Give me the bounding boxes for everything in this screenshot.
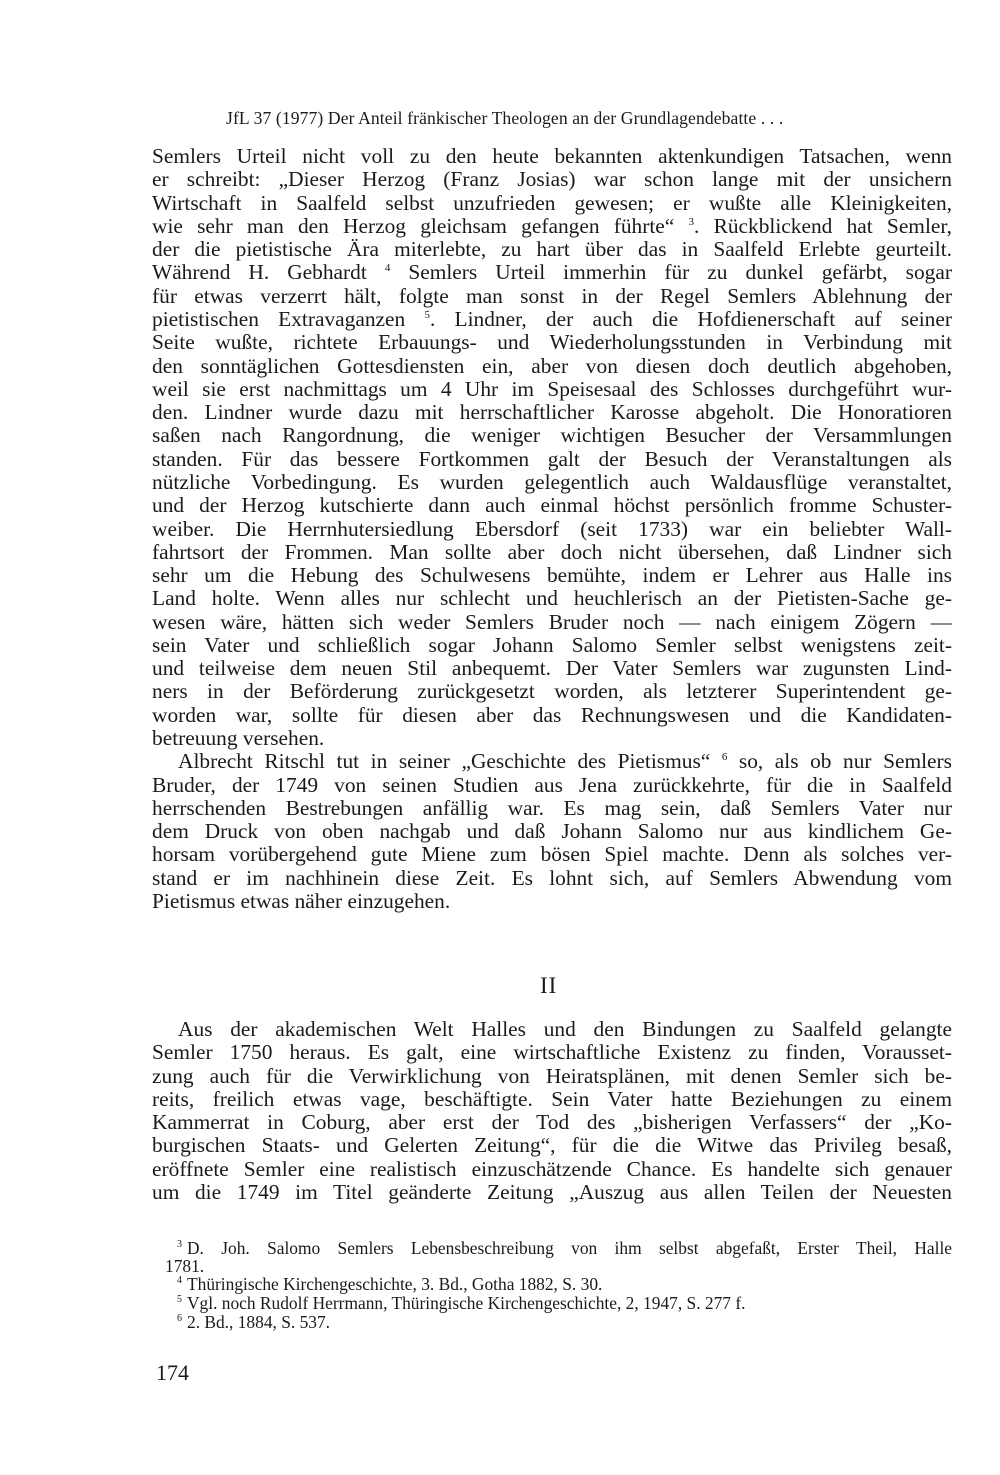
text-line: eröffnete Semler eine realistisch einzuschätzende Chance. Es handelte sich genauer [152,1156,952,1181]
footnote-number: 3 [177,1239,182,1250]
footnote-text: Vgl. noch Rudolf Herrmann, Thüringische Kirchengeschichte, 2, 1947, S. 277 f. [187,1293,746,1313]
text-line: standen. Für das bessere Fortkommen galt der Besuch der Veranstaltungen als [152,446,952,471]
text-line: um die 1749 im Titel geänderte Zeitung „Auszug aus allen Teilen der Neuesten [152,1179,952,1204]
footnote-ref: 5 [424,308,430,321]
text-segment: pietistischen Extravaganzen [152,306,406,331]
text-line: Pietismus etwas näher einzugehen. [152,889,451,913]
text-line: für etwas verzerrt hält, folgte man sonst in der Regel Semlers Ablehnung der [152,283,952,308]
text-line: horsam vorübergehend gute Miene zum bösen Spiel machte. Denn als solches ver- [152,842,952,867]
text-line: reits, freilich etwas vage, beschäftigte. Sein Vater hatte Beziehungen zu einem [152,1086,952,1111]
footnote [165,1311,952,1333]
text-line [152,215,952,238]
text-line: wesen wäre, hätten sich weder Semlers Bruder noch — nach einigem Zögern — [152,609,952,634]
footnote-number: 5 [177,1294,182,1305]
paragraph [152,145,952,750]
text-segment: Albrecht Ritschl tut in seiner „Geschichte des Pietismus“ [178,749,711,774]
text-line: er schreibt: „Dieser Herzog (Franz Josias) war schon lange mit der unsichern [152,167,952,192]
footnote [165,1237,952,1259]
footnote-text: D. Joh. Salomo Semlers Lebensbeschreibung von ihm selbst abgefaßt, Erster Theil, Halle [187,1238,952,1258]
footnote-text: 2. Bd., 1884, S. 537. [187,1312,331,1332]
footnote-number: 6 [177,1313,182,1324]
footnote-text: Thüringische Kirchengeschichte, 3. Bd., Gotha 1882, S. 30. [187,1274,603,1294]
text-segment: . Lindner, der auch die Hofdienerschaft auf seiner [429,306,952,331]
text-line [152,308,952,331]
text-line: Land holte. Wenn alles nur schlecht und heuchlerisch an der Pietisten-Sache ge- [152,586,952,611]
text-line: und der Herzog kutschierte dann auch einmal höchst persönlich fromme Schuster- [152,493,952,518]
main-text-section-2 [152,1018,952,1204]
text-segment: Während H. Gebhardt [152,260,367,285]
text-line: burgischen Staats- und Gelerten Zeitung“, für die die Witwe das Privileg besaß, [152,1133,952,1158]
text-line: Bruder, der 1749 von seinen Studien aus Jena zurückkehrte, für die in Saalfeld [152,772,952,797]
section-heading: II [540,973,558,998]
text-segment: Semlers Urteil immerhin für zu dunkel gefärbt, sogar [390,260,952,285]
text-line: den sonntäglichen Gottesdiensten ein, aber von diesen doch deutlich abgehoben, [152,353,952,378]
text-line: weiber. Die Herrnhutersiedlung Ebersdorf (seit 1733) war ein beliebter Wall- [152,516,952,541]
footnote-continuation: 1781. [165,1256,205,1276]
paragraph [152,750,952,913]
text-line: Aus der akademischen Welt Halles und den Bindungen zu Saalfeld gelangte [178,1017,952,1041]
text-line: nützliche Vorbedingung. Es wurden gelegentlich auch Waldausflüge veranstaltet, [152,469,952,494]
footnote-ref: 6 [721,751,728,764]
footnote-ref: 4 [384,262,391,275]
text-line: den. Lindner wurde dazu mit herrschaftlicher Karosse abgeholt. Die Honoratioren [152,400,952,425]
text-line [152,750,952,773]
text-line: worden war, sollte für diesen aber das Rechnungswesen und die Kandidaten- [152,702,952,727]
footnote-ref: 3 [688,215,695,228]
text-segment: . Rückblickend hat Semler, [694,213,952,238]
text-line: zung auch für die Verwirklichung von Heiratsplänen, mit denen Semler sich be- [152,1063,952,1088]
page-number: 174 [156,1360,189,1385]
footnotes [165,1237,952,1333]
footnote-number: 4 [177,1275,182,1286]
text-line: betreuung versehen. [152,726,325,751]
text-line: saßen nach Rangordnung, die weniger wichtigen Besucher der Versammlungen [152,423,952,448]
text-line: Semler 1750 heraus. Es galt, eine wirtschaftliche Existenz zu finden, Vorausset- [152,1040,952,1065]
text-line: der die pietistische Ära miterlebte, zu hart über das in Saalfeld Erlebte geurteilt. [152,237,952,262]
text-line: fahrtsort der Frommen. Man sollte aber doch nicht übersehen, daß Lindner sich [152,539,952,564]
text-line: Semlers Urteil nicht voll zu den heute bekannten aktenkundigen Tatsachen, wenn [152,144,952,168]
text-line: stand er im nachhinein diese Zeit. Es lohnt sich, auf Semlers Abwendung vom [152,865,952,890]
paragraph [152,1018,952,1204]
main-text [152,145,952,913]
text-line: Seite wußte, richtete Erbauungs- und Wiederholungsstunden in Verbindung mit [152,330,952,355]
text-segment: wie sehr man den Herzog gleichsam gefangen führte“ [152,213,675,238]
text-line: sehr um die Hebung des Schulwesens bemühte, indem er Lehrer aus Halle ins [152,563,952,588]
running-head: JfL 37 (1977) Der Anteil fränkischer Theologen an der Grundlagendebatte . . . [226,108,784,128]
text-line [152,261,952,284]
text-line: weil sie erst nachmittags um 4 Uhr im Speisesaal des Schlosses durchgeführt wur- [152,376,952,401]
text-line: ners in der Beförderung zurückgesetzt worden, als letzterer Superintendent ge- [152,679,952,704]
text-line: dem Druck von oben nachgab und daß Johann Salomo nur aus kindlichem Ge- [152,819,952,844]
text-line: und teilweise dem neuen Stil anbequemt. Der Vater Semlers war zugunsten Lind- [152,656,952,681]
text-segment: so, als ob nur Semlers [727,749,952,774]
text-line: sein Vater und schließlich sogar Johann Salomo Semler selbst wenigstens zeit- [152,632,952,657]
text-line: herrschenden Bestrebungen anfällig war. Es mag sein, daß Semlers Vater nur [152,795,952,820]
text-line: Kammerrat in Coburg, aber erst der Tod des „bisherigen Verfassers“ der „Ko- [152,1110,952,1135]
text-line: Wirtschaft in Saalfeld selbst unzufrieden gewesen; er wußte alle Kleinigkeiten, [152,190,952,215]
